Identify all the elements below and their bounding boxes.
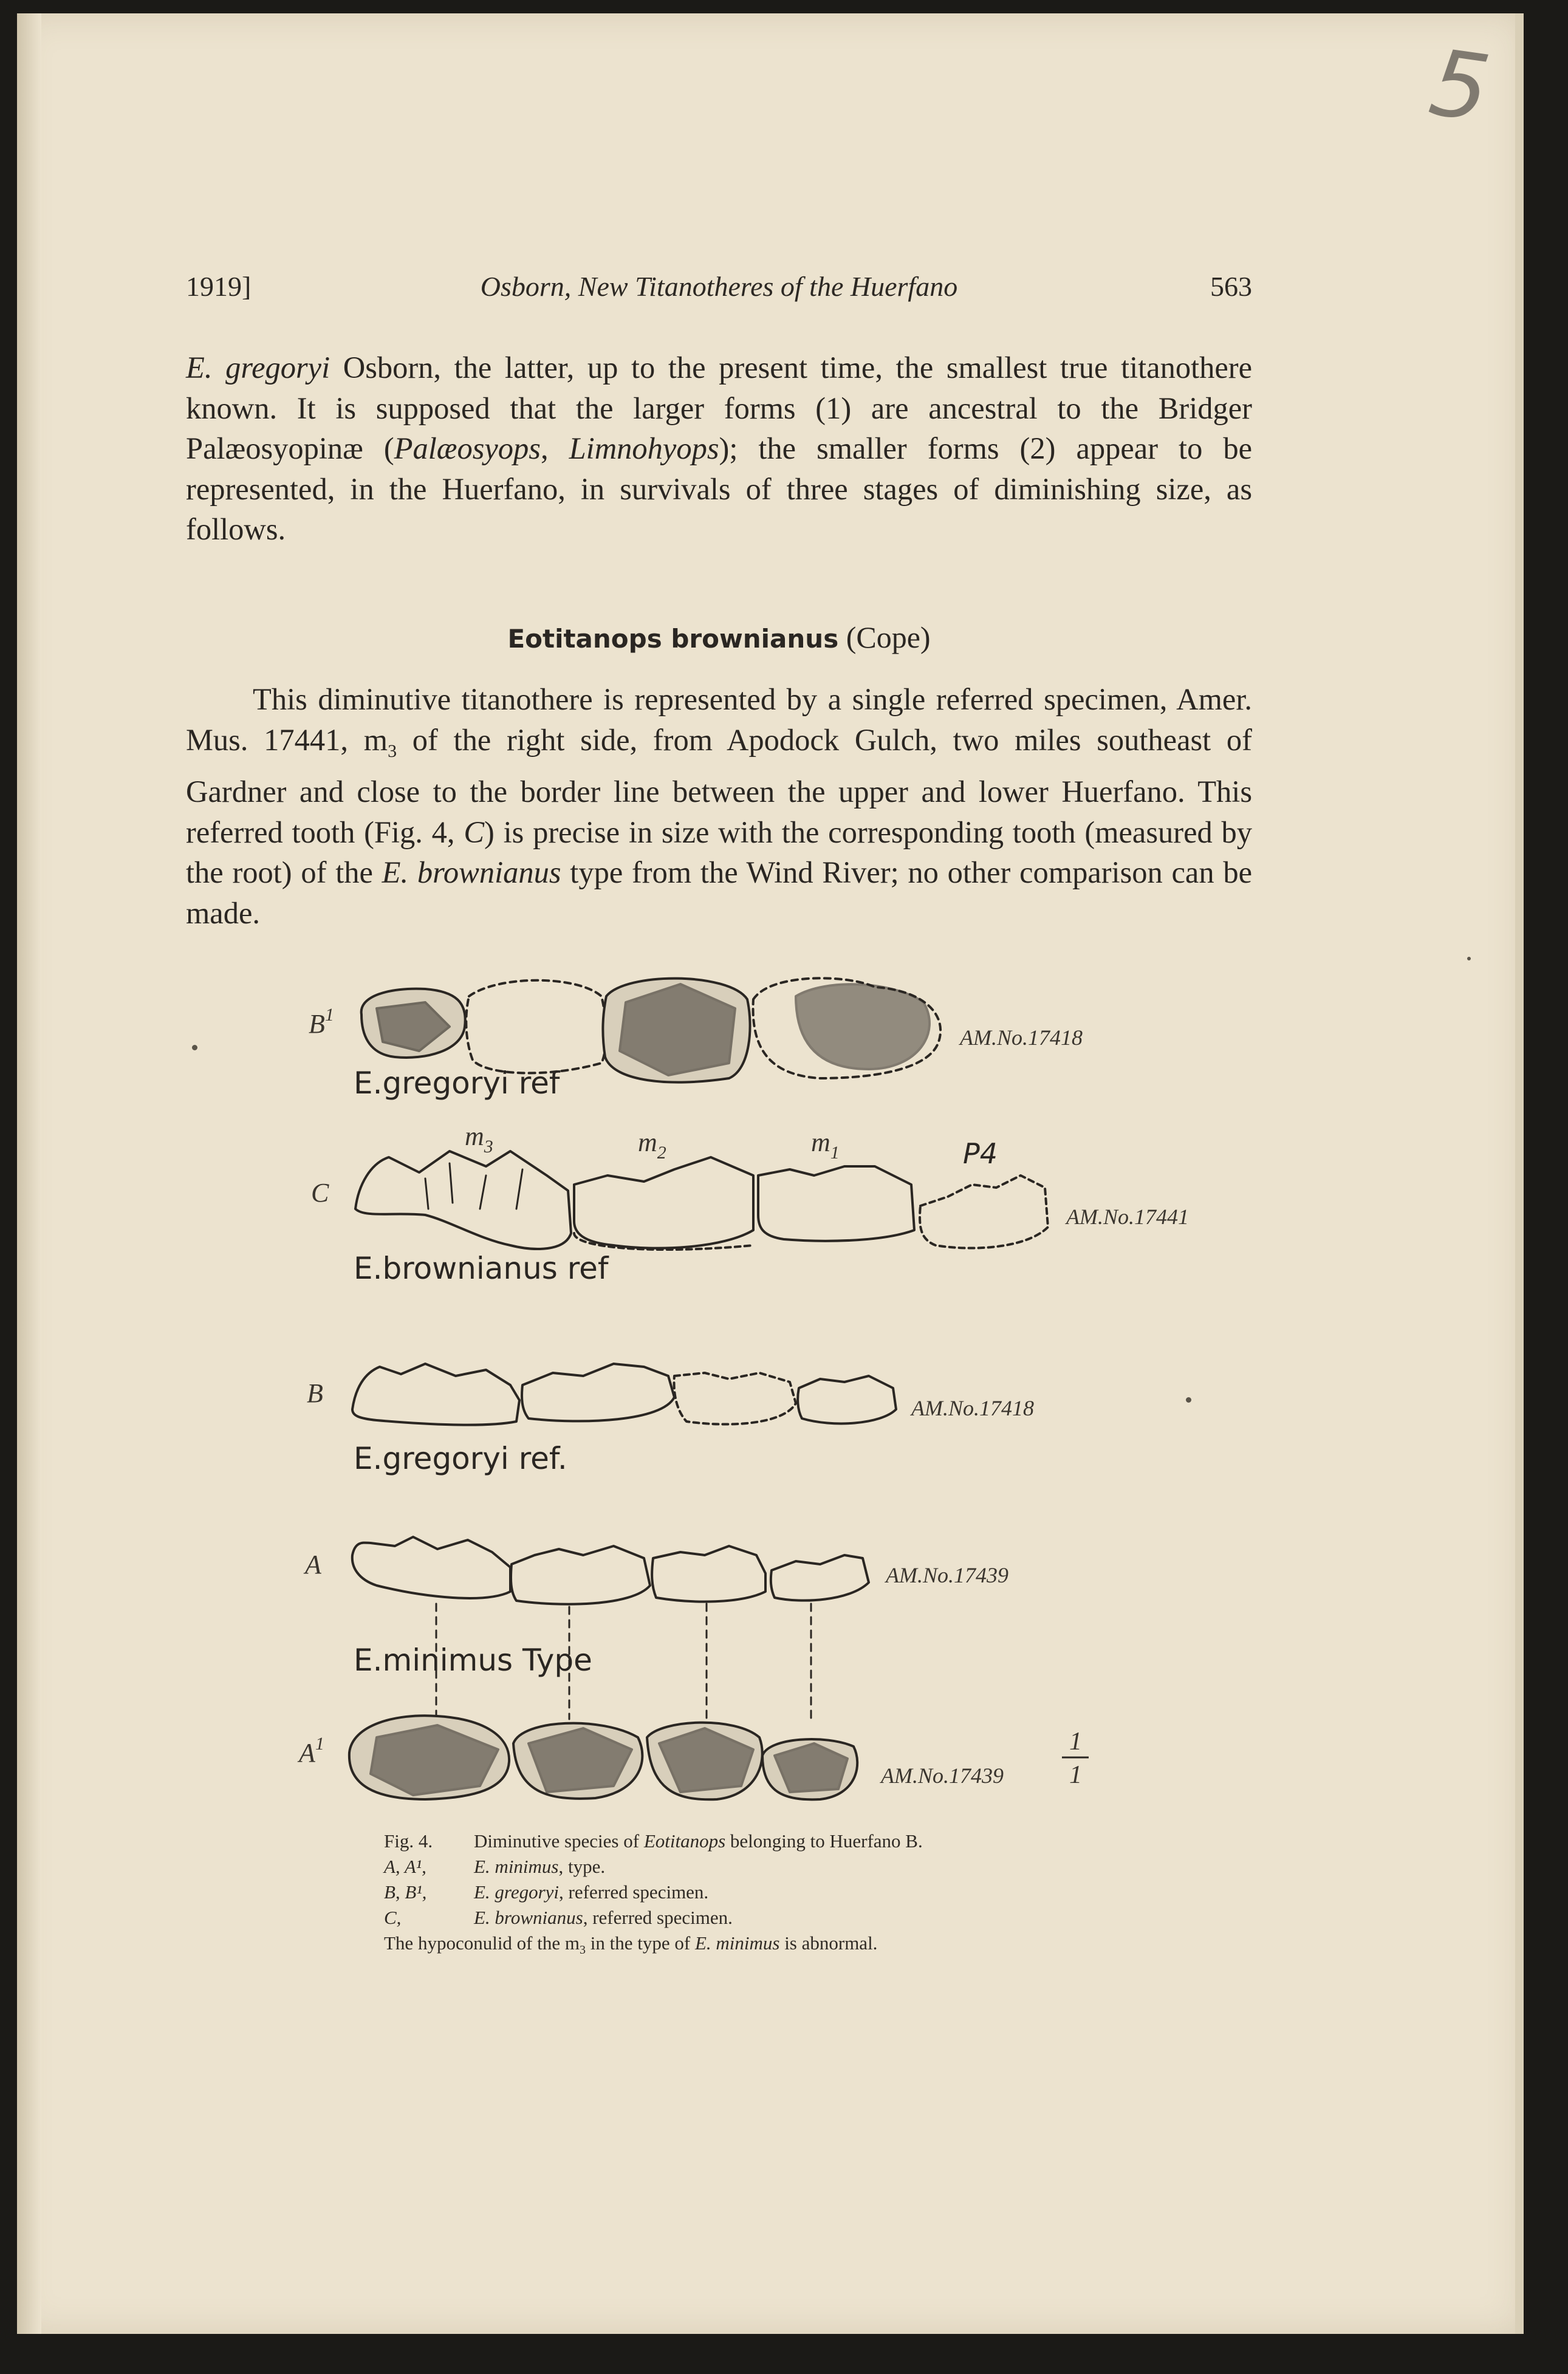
paper-speck bbox=[192, 1045, 197, 1050]
text-run: ); the smaller forms (2) appear to be represented, in the Huerfano, in survivals of three stages of diminishing size, as follows. bbox=[186, 431, 1252, 546]
text-run: , bbox=[540, 431, 569, 465]
running-head-year: 1919] bbox=[186, 271, 252, 302]
text-run: This diminutive titanothere is represented by a single referred specimen, Amer. Mus. 17441, m bbox=[186, 682, 1252, 757]
running-head-title: Osborn, New Titanotheres of the Huerfano bbox=[480, 271, 958, 302]
paper-speck bbox=[1467, 957, 1471, 960]
subscript: 3 bbox=[388, 741, 397, 761]
caption-line: B, B¹, E. gregoryi, referred specimen. bbox=[384, 1881, 709, 1903]
specimen-number: AM.No.17439 bbox=[881, 1763, 1004, 1788]
svg-text:1: 1 bbox=[1069, 1761, 1082, 1789]
species-name: E. gregoryi bbox=[186, 351, 330, 385]
text-run: of the right side, from Apodock Gulch, two miles southeast of Gardner and close to the border line between the upper and lower Huerfano. This referred tooth (Fig. 4, bbox=[186, 722, 1252, 849]
row-letter-b1: $B^1$ bbox=[309, 1005, 334, 1039]
text-run: Osborn, the latter, up to the present time, the smallest true titanothere known. It is supposed that the larger forms (1) are ancestral to the Bridger Palæosyopinæ ( bbox=[186, 351, 1253, 465]
species-name: E. brownianus bbox=[382, 855, 561, 890]
caption-line: Fig. 4. Diminutive species of Eotitanops belonging to Huerfano B. bbox=[384, 1830, 923, 1852]
pencil-page-number: 5 bbox=[1423, 30, 1496, 143]
specimen-number: AM.No.17441 bbox=[1066, 1205, 1189, 1229]
text-run: ) is precise in size with the corresponding tooth (measured by the root) of the bbox=[186, 815, 1252, 890]
specimen-number: AM.No.17418 bbox=[911, 1396, 1034, 1420]
svg-text:1: 1 bbox=[1069, 1728, 1082, 1756]
row-letter-a1: $A^1$ bbox=[299, 1734, 324, 1768]
taxon-author: (Cope) bbox=[838, 620, 931, 654]
tooth-label-m1: $m_1$ bbox=[811, 1127, 840, 1163]
row-a1-teeth bbox=[349, 1716, 857, 1799]
handwritten-label: E.gregoryi ref. bbox=[354, 1441, 567, 1476]
row-letter-c: C bbox=[311, 1178, 329, 1208]
scale-indicator bbox=[1062, 1728, 1089, 1789]
caption-line: The hypoconulid of the $m_3$ in the type of E. minimus is abnormal. bbox=[384, 1932, 878, 1957]
text-run: type from the Wind River; no other comparison can be made. bbox=[186, 855, 1252, 930]
figure-reference: C bbox=[464, 815, 485, 849]
specimen-number: AM.No.17418 bbox=[960, 1025, 1083, 1050]
row-b-teeth bbox=[352, 1364, 896, 1425]
specimen-number: AM.No.17439 bbox=[886, 1563, 1008, 1587]
row-c-teeth bbox=[355, 1151, 1048, 1250]
handwritten-label: E.gregoryi ref bbox=[354, 1066, 560, 1101]
handwritten-label: E.brownianus ref bbox=[354, 1251, 609, 1286]
genus-name: Limnohyops bbox=[569, 431, 719, 465]
caption-line: C, E. brownianus, referred specimen. bbox=[384, 1907, 733, 1928]
figure-caption bbox=[384, 1828, 1113, 1963]
tooth-label-m3: $m_3$ bbox=[465, 1121, 493, 1157]
genus-name: Palæosyops bbox=[394, 431, 541, 465]
paper-speck bbox=[1186, 1397, 1191, 1403]
row-letter-b: B bbox=[307, 1378, 323, 1408]
running-head-page-number: 563 bbox=[1210, 271, 1252, 302]
row-a-teeth bbox=[352, 1537, 869, 1604]
caption-line: A, A¹, E. minimus, type. bbox=[384, 1856, 606, 1877]
tooth-label-m2: $m_2$ bbox=[638, 1127, 666, 1163]
tooth-label-p4: P4 bbox=[963, 1137, 998, 1170]
handwritten-label: E.minimus Type bbox=[354, 1643, 592, 1678]
row-letter-a: A bbox=[305, 1550, 321, 1579]
taxon-name: Eotitanops brownianus bbox=[507, 624, 839, 654]
